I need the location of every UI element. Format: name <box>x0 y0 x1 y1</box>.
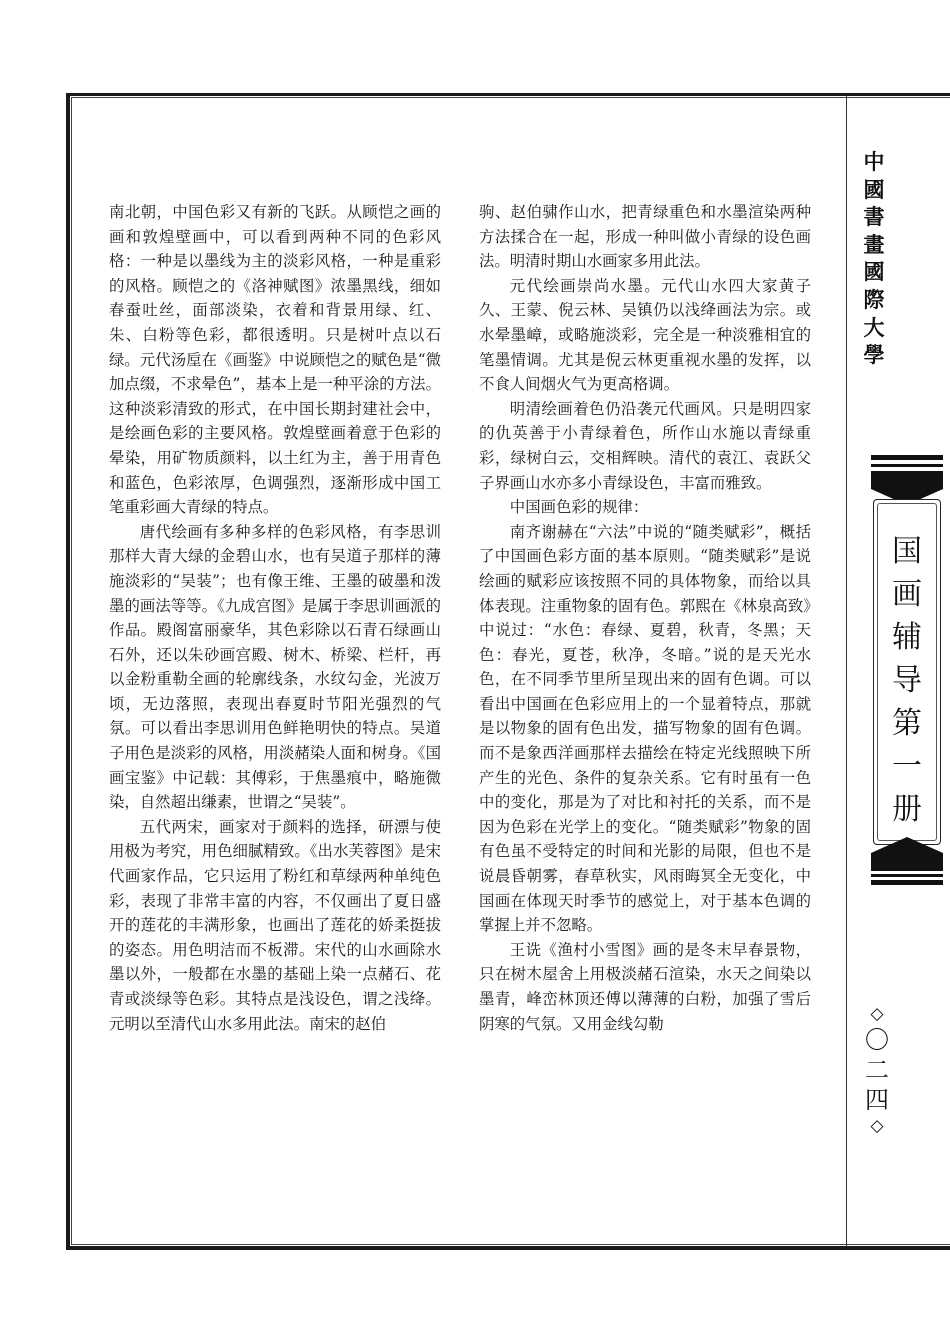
page-number-digit: 〇 <box>865 1026 889 1054</box>
university-char: 學 <box>863 342 885 368</box>
university-name <box>856 148 892 369</box>
book-title-char: 册 <box>892 792 922 827</box>
paragraph: 中国画色彩的规律： <box>509 498 649 517</box>
university-char: 國 <box>863 259 885 285</box>
book-title-char: 导 <box>892 663 922 698</box>
paragraph: 王诜《渔村小雪图》画的是冬末早春景物，只在树木屋舍上用极淡赭石渲染，水天之间染以墨青，峰峦林顶还傅以薄薄的白粉，加强了雪后阴寒的气氛。又用金线勾勒 <box>479 940 811 1033</box>
cartouche-top-rule-thin <box>871 464 943 467</box>
university-char: 大 <box>863 314 885 340</box>
university-char: 畫 <box>863 231 885 257</box>
page-number-digit: 二 <box>865 1056 889 1084</box>
sidebar-divider <box>846 96 847 1246</box>
cartouche-top-rule <box>871 455 943 460</box>
book-title <box>874 530 940 831</box>
book-title-char: 辅 <box>892 620 922 655</box>
cartouche-bottom-rule-thin <box>871 874 943 877</box>
paragraph: 五代两宋，画家对于颜料的选择，研漂与使用极为考究，用色细腻精致。《出水芙蓉图》是宋代画家作品，它只运用了粉红和草绿两种单纯色彩，表现了非常丰富的内容，不仅画出了夏日盛开的莲花的丰满形象，也画出了莲花的娇柔挺拔的姿态。用色明洁而不板滞。宋代的山水画除水墨以外，一般都在水墨的基础上染一点赭石、花青或淡绿等色彩。其特点是浅设色，谓之浅绛。元明以至清代山水多用此法。南宋的赵伯 <box>109 817 441 1033</box>
university-char: 書 <box>863 204 885 230</box>
university-char: 中 <box>863 149 885 174</box>
paragraph: 唐代绘画有多种多样的色彩风格，有李思训那样大青大绿的金碧山水，也有吴道子那样的薄施淡彩的“吴装”；也有像王维、王墨的破墨和泼墨的画法等等。《九成宫图》是属于李思训画派的作品。殿阁富丽豪华，其色彩除以石青石绿画山石外，还以朱砂画宫殿、树木、桥梁、栏杆，再以金粉重勒全画的轮廓线条，水纹勾金，光波万顷，无边落照，表现出春夏时节阳光强烈的气氛。可以看出李思训用色鲜艳明快的特点。吴道子用色是淡彩的风格，用淡赭染人面和树身。《国画宝鉴》中记载：其傅彩，于焦墨痕中，略施微染，自然超出缣素，世谓之“吴装”。 <box>109 522 441 812</box>
paragraph: 驹、赵伯骕作山水，把青绿重色和水墨渲染两种方法揉合在一起，形成一种叫做小青绿的设色画法。明清时期山水画家多用此法。 <box>479 203 811 271</box>
university-char: 際 <box>863 286 885 312</box>
body-column-right <box>479 200 811 1036</box>
page-number <box>860 1003 894 1137</box>
page-number-digit: 四 <box>865 1086 889 1114</box>
book-title-char: 国 <box>892 534 922 569</box>
book-title-char: 一 <box>892 749 922 784</box>
diamond-ornament: ◇ <box>870 1004 884 1024</box>
paragraph: 南北朝，中国色彩又有新的飞跃。从顾恺之画的画和敦煌壁画中，可以看到两种不同的色彩风格：一种是以墨线为主的淡彩风格，一种是重彩的风格。顾恺之的《洛神赋图》浓墨黑线，细如春蚕吐丝，面部淡染，衣着和背景用绿、红、朱、白粉等色彩，都很透明。只是树叶点以石绿。元代汤垕在《画鉴》中说顾恺之的赋色是“微加点缀，不求晕色”，基本上是一种平涂的方法。这种淡彩清致的形式，在中国长期封建社会中，是绘画色彩的主要风格。敦煌壁画着意于色彩的晕染，用矿物质颜料，以土红为主，善于用青色和蓝色，色彩浓厚，色调强烈，逐渐形成中国工笔重彩画大青绿的特点。 <box>109 203 441 517</box>
paragraph: 元代绘画崇尚水墨。元代山水四大家黄子久、王蒙、倪云林、吴镇仍以浅绛画法为宗。或水晕墨嶂，或略施淡彩，完全是一种淡雅相宜的笔墨情调。尤其是倪云林更重视水墨的发挥，以不食人间烟火气为更高格调。 <box>479 276 811 394</box>
book-title-cartouche <box>867 455 947 885</box>
book-title-panel <box>873 499 941 845</box>
body-column-left <box>109 200 441 1036</box>
cartouche-bottom-cap <box>871 837 943 871</box>
diamond-ornament: ◇ <box>870 1116 884 1136</box>
book-title-char: 第 <box>892 706 922 741</box>
university-char: 國 <box>863 176 885 202</box>
paragraph: 明清绘画着色仍沿袭元代画风。只是明四家的仇英善于小青绿着色，所作山水施以青绿重彩，绿树白云，交相辉映。清代的袁江、袁跃父子界画山水亦多小青绿设色，丰富而雅致。 <box>479 399 811 492</box>
book-title-char: 画 <box>892 577 922 612</box>
cartouche-bottom-rule <box>871 880 943 885</box>
paragraph: 南齐谢赫在“六法”中说的“随类赋彩”，概括了中国画色彩方面的基本原则。“随类赋彩”是说绘画的赋彩应该按照不同的具体物象，而给以具体表现。注重物象的固有色。郭熙在《林泉高致》中说过：“水色：春绿、夏碧，秋青，冬黑；天色：春光，夏苍，秋净，冬暗。”说的是天光水色，在不同季节里所呈现出来的固有色调。可以看出中国画在色彩应用上的一个显着特点，那就是以物象的固有色出发，描写物象的固有色调。而不是象西洋画那样去描绘在特定光线照映下所产生的光色、条件的复杂关系。它有时虽有一色中的变化，那是为了对比和衬托的关系，而不是因为色彩在光学上的变化。“随类赋彩”物象的固有色虽不受特定的时间和光影的局限，但也不是说晨昏朝雾，春草秋实，风雨晦冥全无变化，中国画在体现天时季节的感觉上，对于基本色调的掌握上并不忽略。 <box>479 522 811 935</box>
